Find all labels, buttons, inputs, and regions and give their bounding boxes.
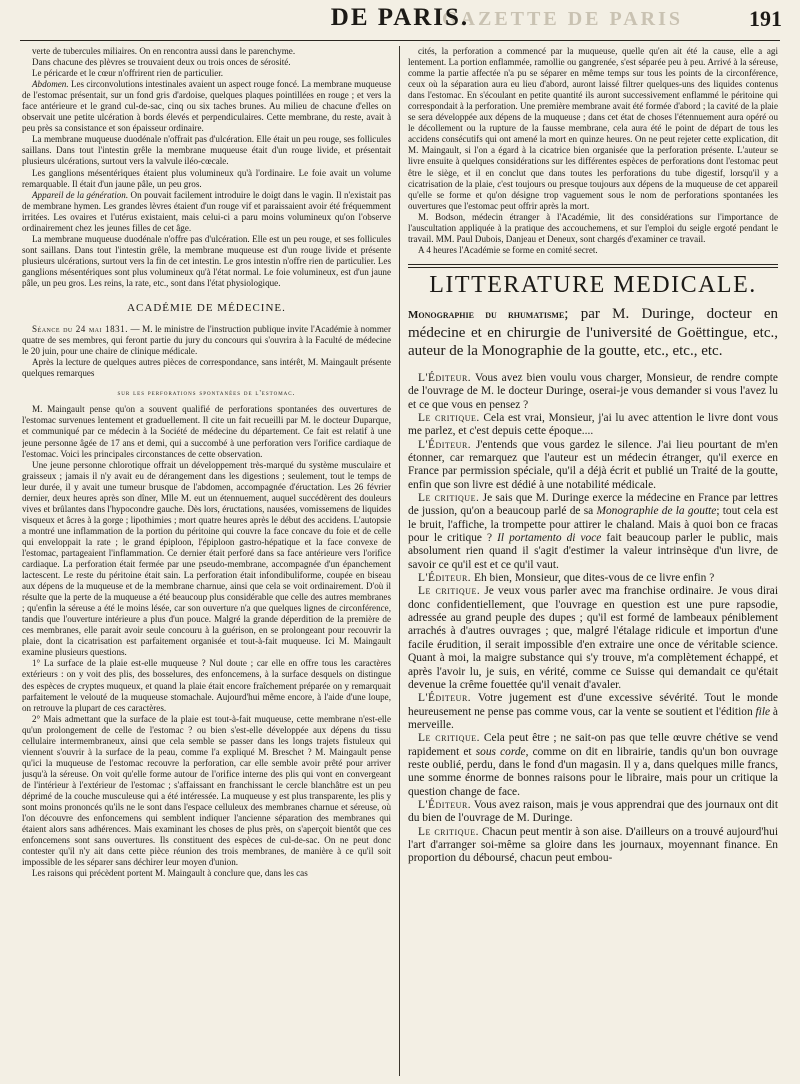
speaker: L'Éditeur. [418, 572, 472, 585]
paragraph: M. Bodson, médecin étranger à l'Académie, lit des considérations sur l'importance de l'auscultation appliquée à la pratique des accouchemens, et sur l'emploi du seigle ergoté pendant le travail. MM. Paul Dubois, Danjeau et Deneux, sont chargés d'examiner ce travail. [408, 211, 778, 244]
paragraph [22, 79, 391, 134]
paragraph: La membrane muqueuse duodénale n'offrait pas d'ulcération. Elle était un peu rouge, ses follicules saillans. Dans tout l'intestin grêle la membrane muqueuse était d'un rouge livide, et présentait plusieurs ulcérations, surtout vers la valvule iléo-cœcale. [22, 134, 391, 167]
dialogue-line [408, 732, 778, 799]
section-rule [408, 264, 778, 268]
paragraph: 1° La surface de la plaie est-elle muqueuse ? Nul doute ; car elle en offre tous les caractères extérieurs : on y voit des plis, des bosselures, des enfoncemens, à la surface desquels on distingue des espèces de cryptes muqueux, et quand la plaie était encore fraîchement préparée on y remarquait parfaitement le velouté de la muqueuse stomachale. Aujourd'hui même encore, à l'aide d'une loupe, on retrouve la plupart de ces caractères. [22, 658, 391, 713]
dialogue-line [408, 412, 778, 439]
dialogue-text: Chacun peut mentir à son aise. D'ailleurs on a trouvé aujourd'hui l'art d'arranger soi-même sa gloire dans les journaux, moyennant finance. En proportion du déboursé, chacun peut embou- [408, 825, 778, 865]
header-rule [20, 40, 780, 41]
speaker: L'Éditeur. [418, 371, 472, 384]
speaker: L'Éditeur. [418, 798, 472, 811]
paragraph: Les ganglions mésentériques étaient plus volumineux qu'à l'ordinaire. Le foie avait un volume remarquable. Il était d'un jaune pâle, un peu gros. [22, 167, 391, 189]
paragraph: Dans chacune des plèvres se trouvaient deux ou trois onces de sérosité. [32, 57, 291, 68]
dialogue-text: Je veux vous parler avec ma franchise ordinaire. Je vous dirai donc confidentiellement, que l'ouvrage en question est une pure rapsodie, adressée au grand peuple des dupes ; qu'il est formé de lambeaux péniblement arrachés à d'autres ouvrages ; que, malgré l'étalage ridicule et importun d'une facile érudition, il serait impossible d'en extraire une once de véritable science. Quant à moi, la maigre substance qui s'y trouve, m'a complètement échappé, et après l'avoir lu, je suis, en vérité, comme ce Suisse qui demandait ce qu'était devenue la crême fouettée qu'il venait d'avaler. [408, 585, 778, 691]
paragraph-text: Les circonvolutions intestinales avaient un aspect rouge foncé. La membrane muqueuse de l'estomac présentait, sur un fond gris d'ardoise, quelques plaques pointillées en rouge ; et vers la face antérieure et le grand cul-de-sac, cinq ou six taches brunes. Au milieu de chacune d'elles on observait une petite ulcération à bords élevés et perpendiculaires. Cette membrane, du reste, avait à peu près sa consistance et son épaisseur ordinaire. [22, 79, 391, 134]
left-column [22, 46, 391, 1078]
dialogue-line [408, 826, 778, 866]
paragraph: La membrane muqueuse duodénale n'offre pas d'ulcération. Elle est un peu rouge, et ses follicules sont saillans. Dans tout l'intestin grêle, la membrane muqueuse est d'un rouge livide et présente plusieurs ulcérations, surtout vers la fin de cet intestin. Le gros intestin n'offre rien de particulier. Les ganglions mésentériques sont plus volumineux qu'à l'état normal. Le foie volumineux, est d'un jaune pâle, un peu gros. Les reins, la rate, etc., sont dans l'état physiologique. [22, 233, 391, 288]
page-number: 191 [749, 6, 782, 31]
paragraph: Le péricarde et le cœur n'offrirent rien de particulier. [32, 68, 224, 79]
dialogue-line [408, 572, 778, 585]
dialogue-text: Votre jugement est d'une excessive sévérité. Tout le monde heureusement ne pense pas comme vous, car la vente se soutient et l'édition [408, 692, 778, 718]
running-title: DE PARIS. [330, 4, 470, 31]
speaker: Le critique. [418, 492, 480, 505]
paragraph: M. Maingault pense qu'on a souvent qualifié de perforations spontanées des ouvertures de l'estomac survenues lentement et graduellement. Il cite un fait recueilli par M. le docteur Duparque, et communiqué par ce médecin à la Société de médecine du département. Ce fait est relatif à une jeune personne âgée de 17 ans et demi, qui a succombé à une perforation vers l'orifice cardiaque de l'estomac. Voici les principales circonstances de cette observation. [22, 404, 391, 459]
speaker: Le critique. [418, 825, 479, 838]
italic-phrase: sous corde [475, 745, 526, 758]
review-heading [408, 305, 778, 360]
paragraph: Les raisons qui précèdent portent M. Maingault à conclure que, dans les cas [32, 868, 308, 879]
dialogue-text: Cela est vrai, Monsieur, j'ai lu avec attention le livre dont vous me parlez, et c'est depuis cette époque.... [408, 411, 778, 438]
rubric-label: Abdomen. [32, 79, 69, 90]
italic-title: Monographie de la goutte [596, 505, 717, 518]
rubric-label: Appareil de la génération. [32, 189, 129, 200]
dialogue-text: J'entends que vous gardez le silence. J'ai lieu pourtant de m'en étonner, car remarquez que l'auteur est un médecin étranger, qu'il exerce en France par permission spéciale, qu'il a déjà écrit et publié un Traité de la goutte, enfin que son livre est dédié à une notabilité médicale. [408, 438, 778, 491]
dialogue-line [408, 585, 778, 692]
dialogue-line [408, 439, 778, 492]
paragraph: cités, la perforation a commencé par la muqueuse, quelle qu'en ait été la cause, elle a agi lentement. La portion enflammée, ramollie ou gangrenée, s'est séparée peu à peu. Arrivé à la séreuse, comme la partie affectée n'a pu se séparer en même temps sur tous les points de la circonférence, ceux où la séparation aura eu lieu d'abord, auront laissé filtrer quelques-uns des liquides contenus dans l'estomac. En s'écoulant en petite quantité ils auront successivement enflammé le péritoine qui correspondait à la perforation. Une première membrane avait été formée d'abord ; la cavité de la plaie se sera développée aux dépens de la muqueuse ; dans cet état de choses l'étennuement aura opéré ou le décollement ou la rupture de la fausse membrane, cela aura été le point de départ de tous les accidens consécutifs qui ont amené la mort en quinze heures. On ne peut rejeter cette explication, dit M. Maingault, si l'on a égard à la cicatrice bien organisée que la perforation présente. L'auteur se livre ensuite à quelques considérations sur les différentes espèces de perforations dont l'estomac peut être le siège, et il en conclut que dans toutes les perforations du tube digestif, lorsqu'il y a cicatrisation de la plaie, c'est toujours ou presque toujours aux dépens de la muqueuse de cet appareil qu'elle se forme et qu'on désigne trop vaguement sous le nom de perforations spontanées les ouvertures que l'estomac peut offrir après la mort. [408, 46, 778, 211]
dialogue-line [408, 799, 778, 826]
dialogue-text: à merveille. [408, 705, 778, 731]
dialogue-text: Cela peut être ; ne sait-on pas que telle œuvre chétive se vend rapidement et [408, 732, 778, 758]
paragraph: Une jeune personne chlorotique offrait un développement très-marqué du système musculaire et graisseux ; jamais il n'y avait eu de dérangement dans les digestions ; seulement, tout le temps de leur durée, il y avait une tumeur brusque de l'abdomen, accompagnée d'éructation. Les 26 février dernier, deux heures après son dîner, Mlle M. eut un étennuement, auquel succédèrent des douleurs vives et brûlantes dans l'hypocondre gauche. Dès lors, éructations, nausées, vomissemens de liquides visqueux et âcres à la gorge ; lipothimies ; mort quatre heures après le début des accidens. L'autopsie a montré une inflammation de la portion du péritoine qui couvre la face concave du foie et de celle qui enveloppait la rate ; le grand épiploon, l'épiploon gastro-hépatique et la face convexe de l'estomac, partageaient l'inflammation. Ce dernier était perforé dans sa face antérieure vers l'orifice cardiaque. La perforation était fermée par une pseudo-membrane, accompagnée d'un épanchement lactescent. Le reste du péritoine était sain. La perforation était infondibuliforme, coupée en biseau aux dépens de la muqueuse et de la membrane charnue, ainsi que cela se voit ordinairement. D'où il résulte que la perte de la muqueuse a été beaucoup plus considérable que celle des autres membranes ; qu'enfin la séreuse a été le moins lésée, car son ouverture n'a que quelques lignes de circonférence, tandis que l'ouverture intérieure a plus d'un pouce. Malgré la grande déperdition de la première de ces membranes, elle parait avoir seule concouru à la guérison, en se prolongeant pour recouvrir la plaie, dont la cicatrisation est parfaitement organisée et tout-à-fait muqueuse. Ici M. Maingault examine plusieurs questions. [22, 459, 391, 658]
italic-phrase: file [755, 705, 771, 718]
column-divider [399, 46, 400, 1076]
show-through-text: GAZETTE DE PARIS [442, 8, 684, 30]
paragraph: verte de tubercules miliaires. On en rencontra aussi dans le parenchyme. [32, 46, 296, 56]
section-title: LITTERATURE MEDICALE. [429, 271, 757, 298]
speaker: Le critique. [418, 585, 481, 598]
dialogue-text: Vous avez raison, mais je vous apprendrai que des journaux ont dit du bien de l'ouvrage de M. Duringe. [408, 798, 778, 825]
italic-phrase: Il portamento di voce [497, 532, 602, 545]
paragraph: 2° Mais admettant que la surface de la plaie est tout-à-fait muqueuse, cette membrane n'est-elle qu'un prolongement de celle de l'estomac ? ou bien s'est-elle développée aux dépens du tissu cellulaire intermembraneux, ainsi que cela semble se passer dans les longs trajets fistuleux qui viennent s'ouvrir à la surface de la peau, comme l'a expliqué M. Breschet ? M. Maingault pense qu'ici la muqueuse de l'estomac recouvre la perforation, car elle semble avoir prêté pour arriver jusqu'à la séreuse. On voit qu'elle forme autour de l'orifice interne des plis qui vont en convergeant de l'intérieur à l'extérieur de l'estomac ; s'affaissant en franchissant le cercle blanchâtre est un peu déprimé de la couche musculeuse qui a été intéressée. La muqueuse y est plus transparente, les plis y sont moins prononcés qu'ils ne le sont dans l'espace celluleux des membranes charnue et séreuse, où l'on découvre des enfoncemens qui semblent indiquer l'ancienne séparation des membranes qui étaient alors sans adhérences. Mais examinant les choses de plus près, on s'aperçoit bientôt que ces enfoncemens sont sans ouvertures. Ils constituent des espèces de cul-de-sac. On ne peut donc contester qu'il n'y ait dans cette pièce réunion des trois membranes, de manière à ce qu'il soit impossible de les séparer sans déchirer leur moyen d'union. [22, 713, 391, 868]
dialogue-line [408, 692, 778, 732]
paragraph: Après la lecture de quelques autres pièces de correspondance, sans intérêt, M. Maingault présente quelques remarques [22, 357, 391, 379]
paragraph-text: — M. le ministre de l'instruction publique invite l'Académie à nommer quatre de ses membres, qui feront partie du jury du concours qui s'ouvrira à la Faculté de médecine le 20 juin, pour une chaire de clinique médicale. [22, 324, 391, 357]
paragraph [22, 324, 391, 357]
dialogue-text: Eh bien, Monsieur, que dites-vous de ce livre enfin ? [474, 572, 715, 585]
dialogue-line [408, 372, 778, 412]
speaker: L'Éditeur. [418, 438, 472, 451]
review-heading-text: ; par M. Duringe, docteur en médecine et en chirurgie de l'université de Goëttingue, etc., auteur de la Monographie de la goutte, etc., etc., etc. [408, 305, 778, 359]
subsection-title: sur les perforations spontanées de l'estomac. [117, 388, 296, 398]
right-column [408, 46, 778, 1078]
section-title: ACADÉMIE DE MÉDECINE. [127, 302, 286, 315]
paragraph [22, 190, 391, 234]
dialogue [408, 372, 778, 866]
page-header [0, 0, 800, 42]
speaker: Le critique. [418, 411, 480, 424]
dialogue-line [408, 492, 778, 572]
paragraph-text: On pouvait facilement introduire le doigt dans le vagin. Il n'existait pas de membrane hymen. Les grandes lèvres étaient d'un rouge vif et paraissaient avoir été fréquemment irritées. Les ovaires et l'utérus existaient, mais celui-ci a paru moins volumineux qu'on l'observe ordinairement chez les jeunes filles de cet âge. [22, 189, 391, 233]
speaker: L'Éditeur. [418, 692, 472, 705]
dialogue-text: Vous avez bien voulu vous charger, Monsieur, de rendre compte de l'ouvrage de M. le docteur Duringe, oserai-je vous demander si vous l'avez lu et ce que vous en pensez ? [408, 371, 778, 411]
speaker: Le critique. [418, 732, 480, 745]
dialogue-text: fait beaucoup parler le public, mais absolument rien quand il s'agit d'estimer la valeur intrinsèque d'un livre, de savoir ce qu'il est et ce qu'il vaut. [408, 532, 778, 571]
dialogue-text: Je sais que M. Duringe exerce la médecine en France par lettres de jussion, qu'on a beaucoup parlé de sa [408, 492, 778, 518]
book-title: Monographie du rhumatisme [408, 308, 565, 321]
dialogue-text: , comme on dit en librairie, tandis qu'un bon ouvrage reste oublié, perdu, dans le fond d'un magasin. Il y a, dans quelques mille francs, une somme énorme de bonnes raisons pour le libraire, mais pour un critique la question change de face. [408, 745, 778, 798]
dialogue-text: ; tout cela est le bruit, l'affiche, la trompette pour attirer le chaland. Mais à quoi bon ce fracas pour le critique ? [408, 505, 778, 545]
paragraph: A 4 heures l'Académie se forme en comité secret. [418, 244, 598, 255]
session-date: Séance du 24 mai 1831. [32, 324, 128, 335]
